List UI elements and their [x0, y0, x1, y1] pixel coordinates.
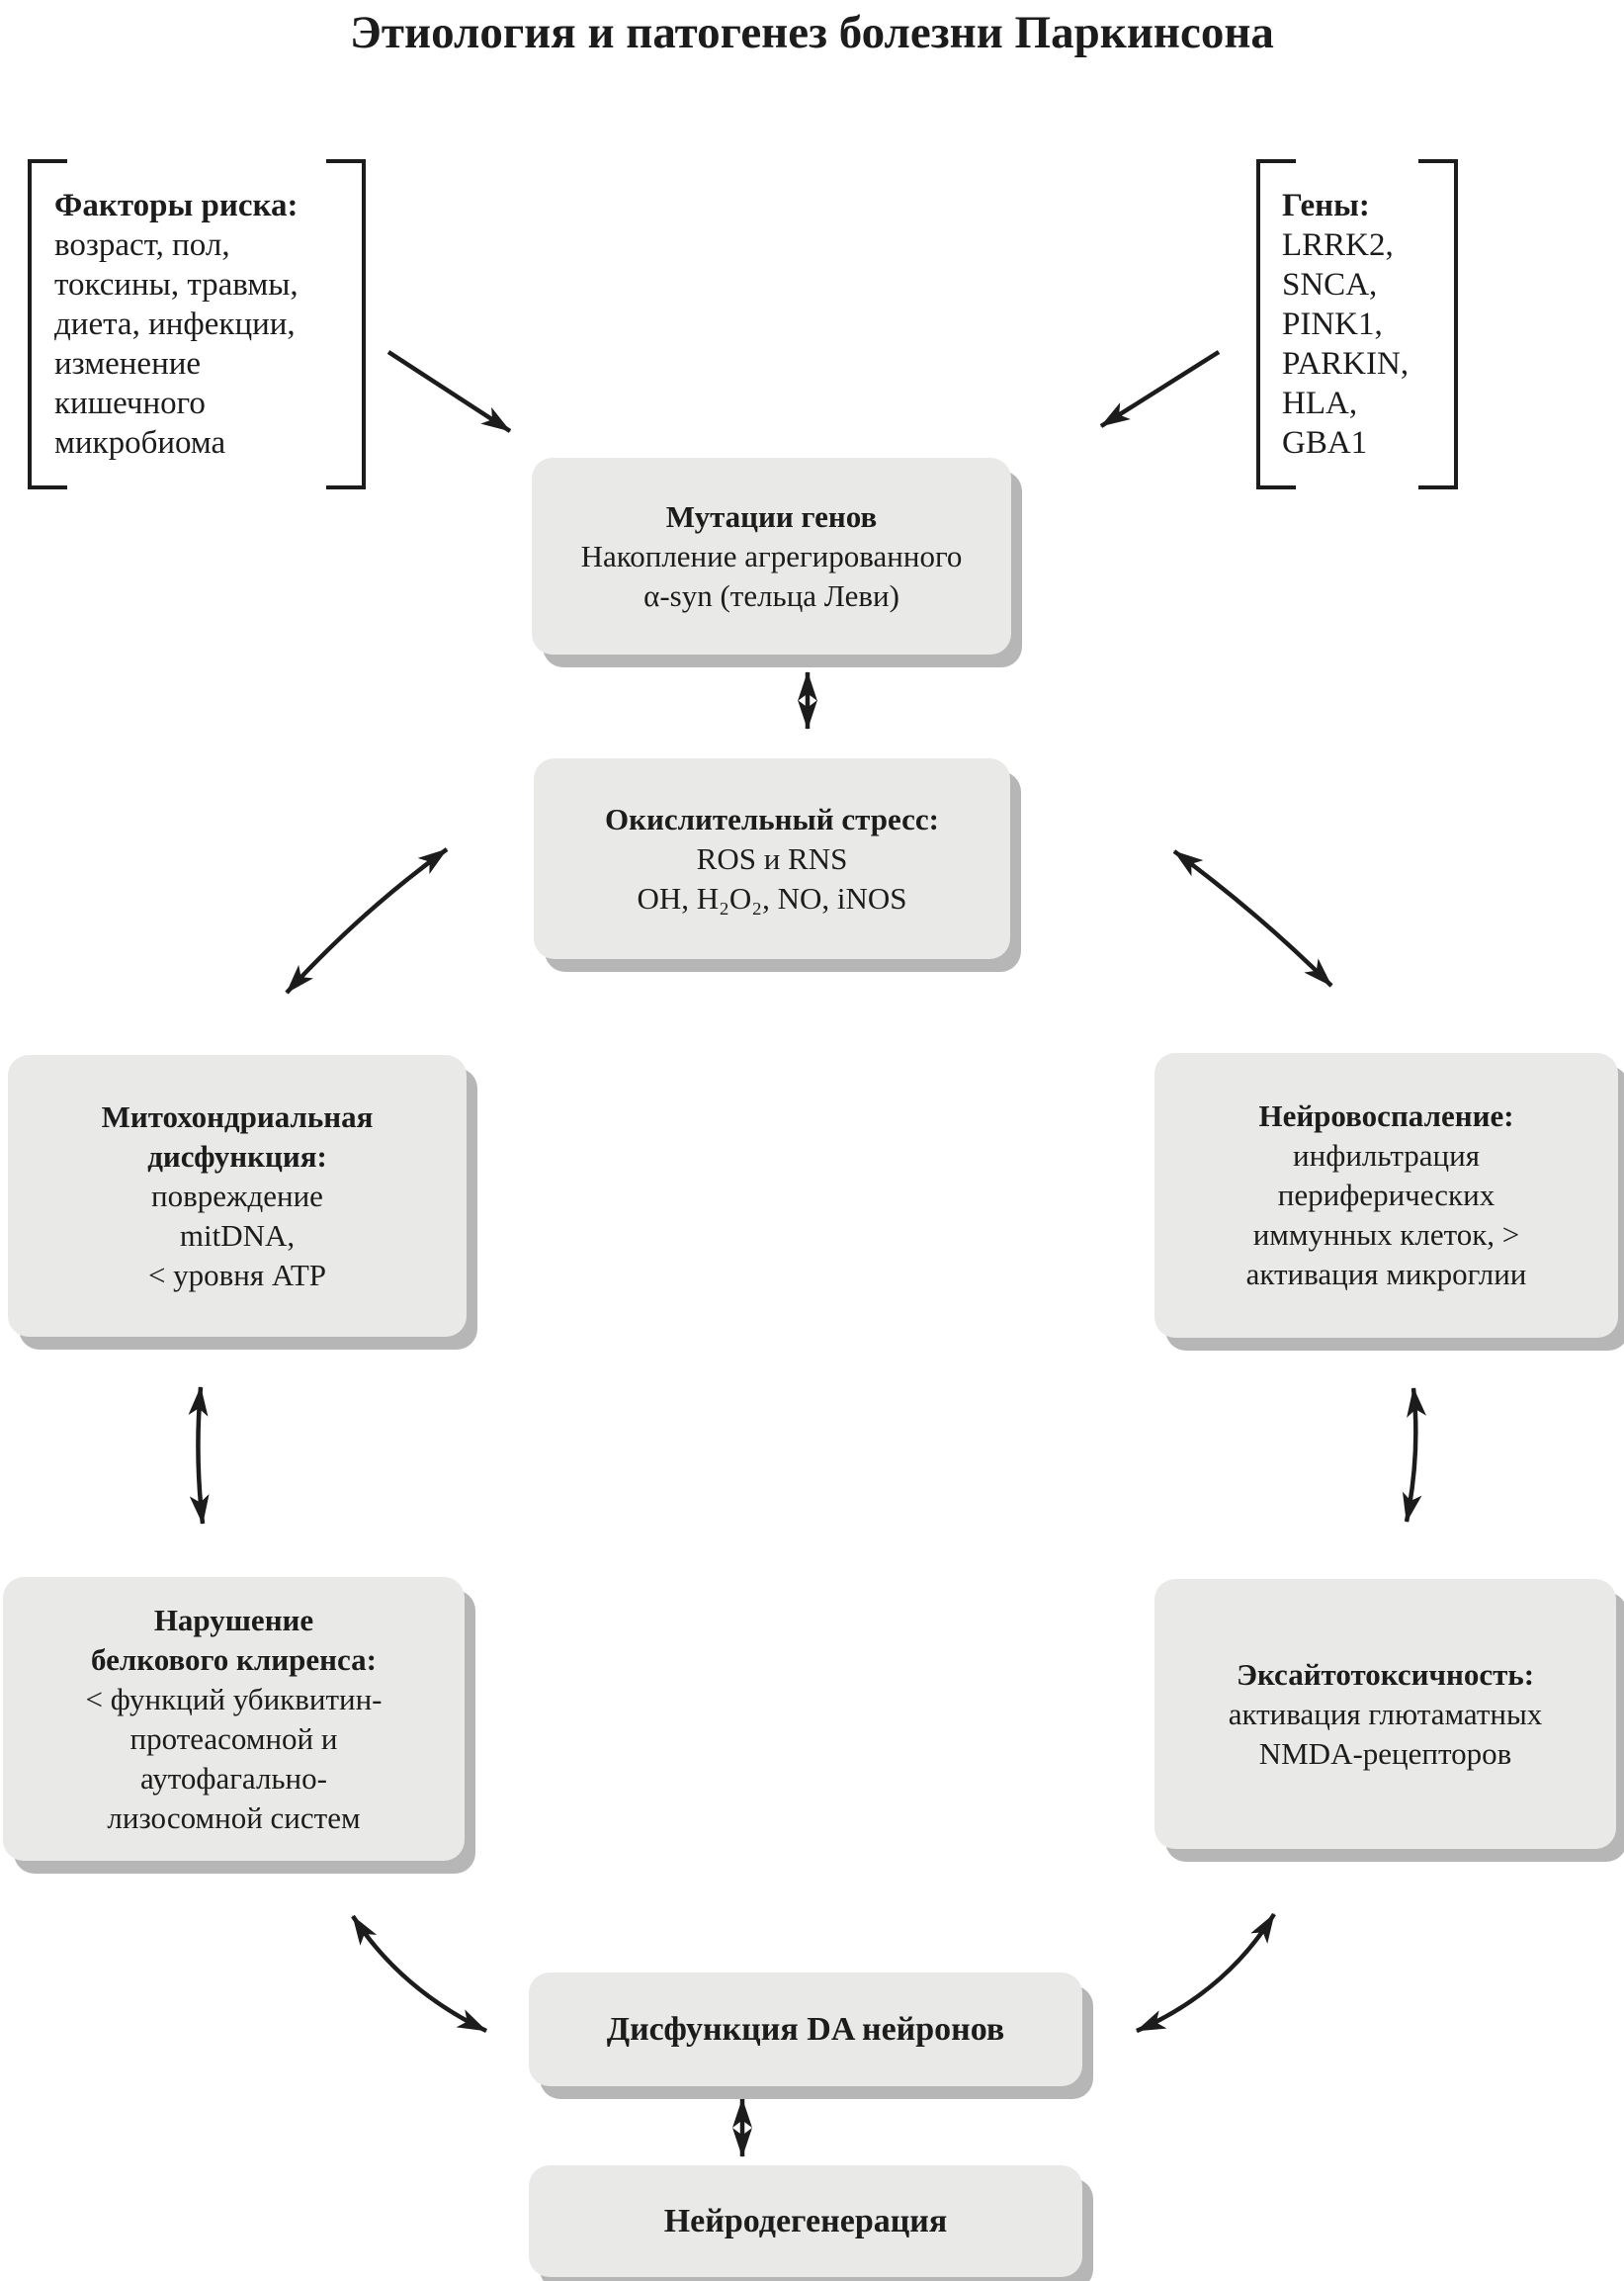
genes-list [1282, 186, 1409, 463]
arrow-excitotoxicity-da [1137, 1914, 1274, 2031]
node-line: аутофагально- [140, 1760, 327, 1796]
node-heading: Эксайтотоксичность: [1236, 1656, 1535, 1692]
risk-factor-line: возраст, пол, [54, 227, 230, 263]
node-heading: Нейродегенерация [663, 2202, 948, 2239]
node-da-neuron-dysfunction [529, 1973, 1082, 2086]
node-protein-clearance [3, 1577, 465, 1861]
node-line: инфильтрация [1293, 1138, 1480, 1173]
gene-line: HLA, [1282, 386, 1358, 421]
arrow-genes-to-mutations [1101, 352, 1219, 426]
node-heading: дисфункция: [147, 1138, 327, 1174]
node-gene-mutations [532, 458, 1011, 655]
arrow-protein-da [353, 1916, 486, 2031]
node-heading: Окислительный стресс: [605, 801, 939, 836]
node-heading: Нейровоспаление: [1258, 1098, 1514, 1133]
node-heading: Митохондриальная [101, 1098, 374, 1134]
risk-factors-bracket-right [326, 161, 364, 487]
node-excitotoxicity [1154, 1579, 1616, 1849]
node-oxidative-stress [534, 758, 1010, 959]
risk-factor-line: диета, инфекции, [54, 307, 296, 342]
node-line: иммунных клеток, > [1252, 1217, 1520, 1252]
gene-line: LRRK2, [1282, 227, 1394, 263]
node-line: < функций убиквитин- [85, 1681, 383, 1716]
arrow-oxidative-neuroinflammation [1174, 851, 1331, 986]
node-line: периферических [1277, 1178, 1496, 1212]
risk-factor-line: токсины, травмы, [54, 267, 299, 303]
genes-bracket-right [1418, 161, 1456, 487]
node-line: OH, H₂O₂, NO, iNOS [637, 880, 907, 916]
node-line: активация глютаматных [1228, 1696, 1543, 1731]
arrow-neuroinflammation-excitotoxicity [1407, 1388, 1415, 1522]
risk-factor-line: изменение [54, 346, 202, 382]
node-line: ROS и RNS [696, 840, 848, 876]
genes-heading: Гены: [1282, 188, 1370, 223]
node-heading: Мутации генов [665, 498, 878, 534]
node-line: NMDA-рецепторов [1258, 1735, 1512, 1771]
node-neuroinflammation [1154, 1053, 1618, 1338]
node-line: < уровня ATP [147, 1257, 327, 1292]
node-line: лизосомной систем [107, 1799, 361, 1835]
node-line: протеасомной и [129, 1720, 338, 1756]
arrow-risk-to-mutations [388, 352, 510, 431]
node-line: mitDNA, [179, 1217, 296, 1253]
arrow-oxidative-mitochondrial [287, 849, 447, 993]
arrow-mitochondrial-protein [198, 1387, 203, 1524]
node-line: α-syn (тельца Леви) [643, 577, 899, 613]
node-line: активация микроглии [1245, 1257, 1527, 1291]
risk-factors-list [54, 186, 299, 463]
node-heading: Нарушение [153, 1602, 314, 1637]
risk-factor-line: кишечного [54, 386, 206, 421]
gene-line: PINK1, [1282, 307, 1383, 342]
node-line: Накопление агрегированного [580, 538, 963, 573]
risk-factors-heading: Факторы риска: [54, 188, 299, 223]
node-line: повреждение [151, 1178, 323, 1213]
gene-line: PARKIN, [1282, 346, 1410, 382]
gene-line: GBA1 [1282, 425, 1368, 461]
node-neurodegeneration [529, 2165, 1082, 2277]
risk-factor-line: микробиома [54, 425, 226, 461]
node-heading: белкового клиренса: [91, 1641, 377, 1677]
gene-line: SNCA, [1282, 267, 1378, 303]
node-heading: Дисфункция DA нейронов [606, 2010, 1005, 2048]
diagram-title: Этиология и патогенез болезни Паркинсона [350, 7, 1274, 58]
node-mitochondrial-dysfunction [8, 1055, 467, 1337]
